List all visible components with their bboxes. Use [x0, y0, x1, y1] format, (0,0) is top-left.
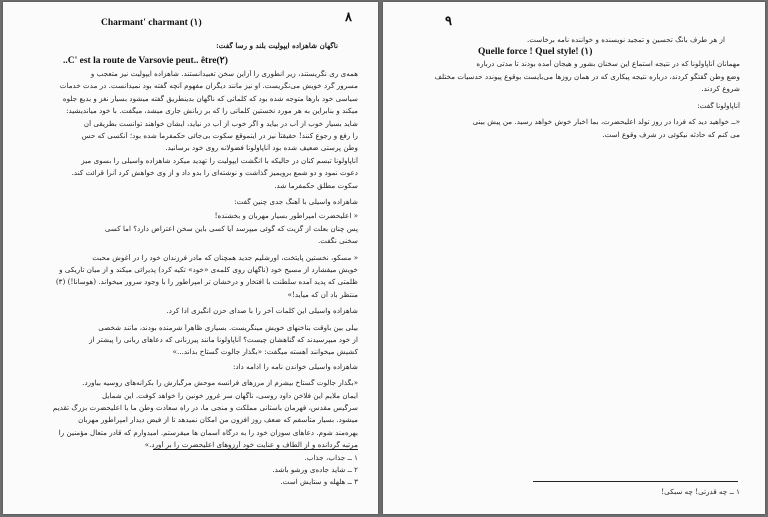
text-line: سکوت مطلق حکمفرما شد.: [274, 181, 358, 190]
text-line: پس چنان بعلت از گزیت که گوئی میپرسد آیا کسی باین سخن اعتراض دارد؟ اما کسی: [104, 224, 358, 233]
footnote: ۱ ــ چه قدرتی! چه سبکی!: [661, 487, 740, 496]
text-line: شاید بسیار خوب از آب در بیاید و اگر خوب از آب در نیاید، ایشان خواهند توانست بطریقی آن: [83, 119, 358, 128]
footnote-divider: [533, 481, 738, 482]
text-line: شروع کردند.: [701, 85, 740, 93]
text-line: شاهزاده واسیلی خواندن نامه را ادامه داد:: [233, 362, 358, 371]
chapter-heading: Charmant' charmant (۱): [101, 18, 202, 28]
text-line: میکند و بنابراین به هر مورد نخستین کلماتی را که بر زبانش جاری میشد، میگفت. با خود میاندیشید:: [66, 107, 358, 116]
footnote-3: ۳ ــ هلهله و ستایش است.: [280, 477, 358, 486]
text-line: وضع وطن گفتگو کردند، درباره نتیجه پیکاری که در همان روزها می‌بایست بوقوع پیوندد حدسیات مختلف: [434, 72, 740, 81]
text-line: « مسکو، نخستین پایتخت، اورشلیم جدید همچنان که مادر فرزندان خود را در آغوش محبت: [92, 253, 358, 262]
left-page: [3, 2, 378, 514]
footnote-divider: [153, 449, 358, 450]
text-line: منتظر باد آن که میآید!»: [287, 290, 358, 299]
right-page: [383, 2, 765, 514]
text-line: ظلمتی که پدید آمده سلطنت با افتخار و درخشان تر امپراطور را با وجود سرور میخواند. (هوسانا!) (۳): [55, 278, 358, 287]
text-line: مسرور گرد خویش می‌نگریست. او نیز مانند دیگران مفهوم آنچه گفته بود نمیدانست. در مدت خدمات: [59, 82, 358, 91]
text-line: از خود میپرسیدند که گناهشان چیست؟ آناپاولونا مانند پیرزنانی که دعاهای ربانی را پیشتر از: [89, 336, 358, 344]
text-line: بیلی بین باوقت بناخنهای خویش مینگریست. بسیاری ظاهراً شرمنده بودند، مانند شخصی: [98, 323, 358, 332]
text-line: آناپاولونا گفت:: [697, 101, 740, 110]
text-line: خویش میفشارد از مسیح خود (ناگهان روی کلمه‌ی «خود» تکیه کرد) پذیرائی میکند و از میان تاریکی و: [59, 266, 358, 274]
page-number: ۸: [345, 10, 352, 25]
text-line: «ــ خواهید دید که فردا در روز تولد اعلیحضرت، بما اخبار خوش خواهد رسید. من پیش بینی: [472, 118, 740, 126]
text-line: شاهزاده واسیلی این کلمات آخر را با صدای حزن انگیزی ادا کرد.: [166, 307, 358, 316]
text-line: آناپاولونا تبسم کنان در حالیکه با انگشت ایپولیت را تهدید میکرد شاهزاده واسیلی را بسوی میز: [81, 156, 358, 165]
text-line: مرتبه گردانده و از الطاف و عنایت خود آرزوهای اعلیحضرت را بر آورد.»: [144, 441, 358, 450]
page-number: ۹: [445, 14, 452, 29]
text-line: می کنم که حادثه نیکوئی در شرف وقوع است.: [602, 130, 740, 139]
text-line: را رفع و رجوع کنند! حقیقتاً نیز در اینموقع سکوت بی‌جائی حکمفرما شده بود؛ آنکسی که حس: [81, 132, 358, 140]
intro-line: از هر طرف بانگ تحسین و تمجید نویسنده و خواننده نامه برخاست.: [526, 36, 725, 44]
text-line: « اعلیحضرت امپراطور بسیار مهربان و بخشنده!: [214, 212, 358, 221]
footnote-1: ۱ ــ جذاب، جذاب.: [304, 453, 358, 462]
text-line: سیاسی خود بارها متوجه شده بود که کلماتی که ناگهان بدینطریق گفته میشود بسیار نغز و بدیع جلوه: [62, 94, 358, 103]
text-line: همه‌ی ری نگریستند، زیر انطوری را آزاین سخن تعبیدانستند. شاهزاده ایپولیت نیز متعجب و: [90, 70, 358, 78]
quote-heading: ..C' est la route de Varsovie peut.. ȇtre(۲): [63, 56, 228, 66]
text-line: کشیش میخوانند آهسته میگفت: «بگذار جالوت گستاخ بداند...»: [172, 348, 358, 357]
section-heading: Quelle force ! Quel style! (۱): [478, 47, 593, 57]
text-line: میشود. بسیار متأسفم که ضعف روز افزون من امکان نمیدهد تا از فیض دیدار امپراطور مهربان: [78, 416, 358, 425]
text-line: مهمانان آناپاولونا که در نتیجه استماع این سخنان بشور و هیجان آمده بودند تا مدتی درباره: [476, 60, 740, 68]
text-line: سخنی نگفت.: [317, 237, 358, 246]
text-line: شاهزاده واسیلی با آهنگ جدی چنین گفت:: [234, 198, 358, 206]
text-line: بهره‌مند شوم. دعاهای سوزان خود را به درگاه آسمان ها میفرستم. امیدوارم که قادر متعال مؤمنین را: [58, 428, 358, 437]
text-line: دعوت نمود و دو شمع برویمیز گذاشت و نوشته‌ای را بدو داد و از وی خواهش کرد آنرا قرائت کند.: [71, 169, 358, 178]
text-line: وطن پرستی ضعیف شده بود آناپاولونا فضولانه روی خود برسانید.: [165, 144, 358, 153]
text-line: ایمان ملایم این فلاخن داود روسی، ناگهان سر غرور خونین را خواهد کوفت. این شمایل: [101, 391, 358, 400]
text-line: «بگذار جالوت گستاخ بیشرم از مرزهای فرانسه موحش مرگبارش را بکرانه‌های روسیه بیاورد.: [82, 379, 358, 388]
footnote-2: ۲ ــ شاید جاده‌ی ورشو باشد.: [272, 465, 358, 474]
subheading: ناگهان شاهزاده ایپولیت بلند و رسا گفت:: [216, 42, 338, 50]
text-line: سرگیس مقدس، قهرمان باستانی مملکت و منجی ما، در راه سعادت وطن ما با اعلیحضرت بزرگ تقدیم: [52, 404, 358, 412]
